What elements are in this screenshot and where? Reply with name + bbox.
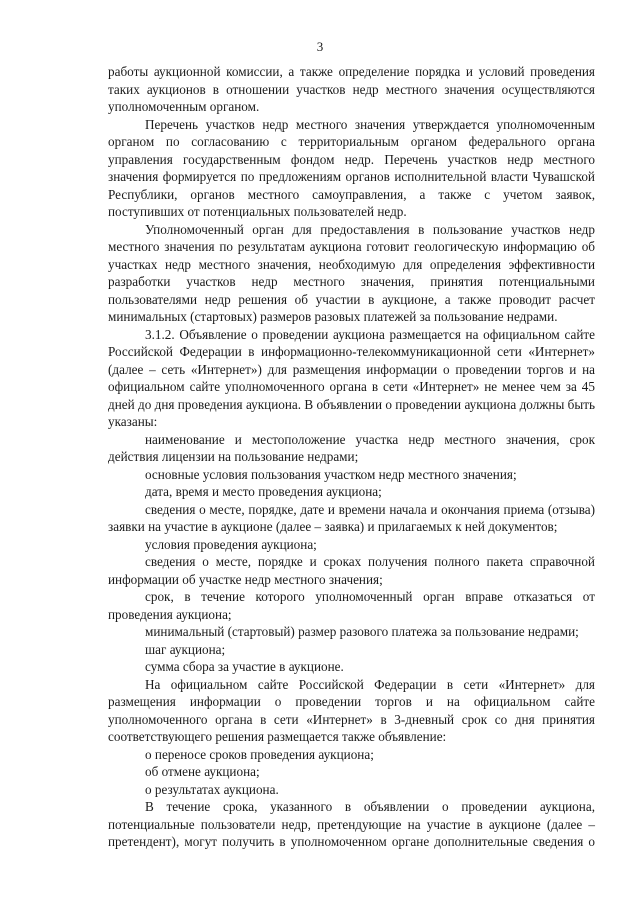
list-item-application-info: сведения о месте, порядке, дате и времени начала и окончания приема (отзыва) заявки на участие в аукционе (далее – заявка) и прилагаемых к ней документов; bbox=[108, 501, 595, 534]
paragraph-authorized-body-info: Уполномоченный орган для предоставления в пользование участков недр местного значения по результатам аукциона готовит геологическую информацию об участках недр местного значения, необходимую для определения эффективности разработки участков недр местного значения, принятия потенциальными пользователями недр решения об участии в аукционе, а также проводит расчет минимальных (стартовых) размеров разовых платежей за пользование недрами. bbox=[108, 221, 595, 324]
list-item-postponement: о переносе сроков проведения аукциона; bbox=[145, 746, 374, 762]
list-item-name-and-location: наименование и местоположение участка недр местного значения, срок действия лицензии на пользование недрами; bbox=[108, 431, 595, 464]
paragraph-continuation: работы аукционной комиссии, а также определение порядка и условий проведения таких аукционов в отношении участков недр местного значения осуществляются уполномоченным органом. bbox=[108, 64, 595, 114]
list-item-date-time-place: дата, время и место проведения аукциона; bbox=[145, 484, 382, 499]
list-item-basic-conditions: основные условия пользования участком недр местного значения; bbox=[145, 466, 517, 482]
document-body bbox=[108, 63, 595, 851]
paragraph-3-1-2-announcement: 3.1.2. Объявление о проведении аукциона размещается на официальном сайте Российской Федерации в информационно-телекоммуникационной сети «Интернет» (далее – сеть «Интернет») для размещения информации о проведении торгов и на официальном сайте уполномоченного органа в сети «Интернет» не менее чем за 45 дней до дня проведения аукциона. В объявлении о проведении аукциона должны быть указаны: bbox=[108, 326, 595, 429]
list-item-minimum-payment: минимальный (стартовый) размер разового платежа за пользование недрами; bbox=[145, 624, 579, 639]
paragraph-additional-announcements: На официальном сайте Российской Федерации в сети «Интернет» для размещения информации о проведении торгов и на официальном сайте уполномоченного органа в сети «Интернет» в 3-дневный срок со дня принятия соответствующего решения размещается также объявление: bbox=[108, 676, 595, 744]
page-number: 3 bbox=[316, 39, 324, 54]
list-item-refusal-period: срок, в течение которого уполномоченный орган вправе отказаться от проведения аукциона; bbox=[108, 589, 595, 622]
list-item-reference-package: сведения о месте, порядке и сроках получения полного пакета справочной информации об участке недр местного значения; bbox=[108, 554, 595, 587]
list-item-cancellation: об отмене аукциона; bbox=[145, 764, 260, 779]
list-item-auction-conditions: условия проведения аукциона; bbox=[145, 536, 317, 552]
paragraph-list-of-subsoil-sites: Перечень участков недр местного значения утверждается уполномоченным органом по согласованию с территориальным органом федерального органа управления государственным фондом недр. Перечень участков недр местного значения формируется по предложениям органов исполнительной власти Чувашской Республики, органов местного самоуправления, а также с учетом заявок, поступивших от потенциальных пользователей недр. bbox=[108, 116, 595, 219]
paragraph-applicants-info: В течение срока, указанного в объявлении о проведении аукциона, потенциальные пользователи недр, претендующие на участие в аукционе (далее – претендент), могут получить в уполномоченном органе дополнительные сведения о bbox=[108, 799, 595, 849]
list-item-results: о результатах аукциона. bbox=[145, 781, 279, 797]
list-item-participation-fee: сумма сбора за участие в аукционе. bbox=[145, 659, 344, 674]
list-item-auction-step: шаг аукциона; bbox=[145, 641, 226, 657]
